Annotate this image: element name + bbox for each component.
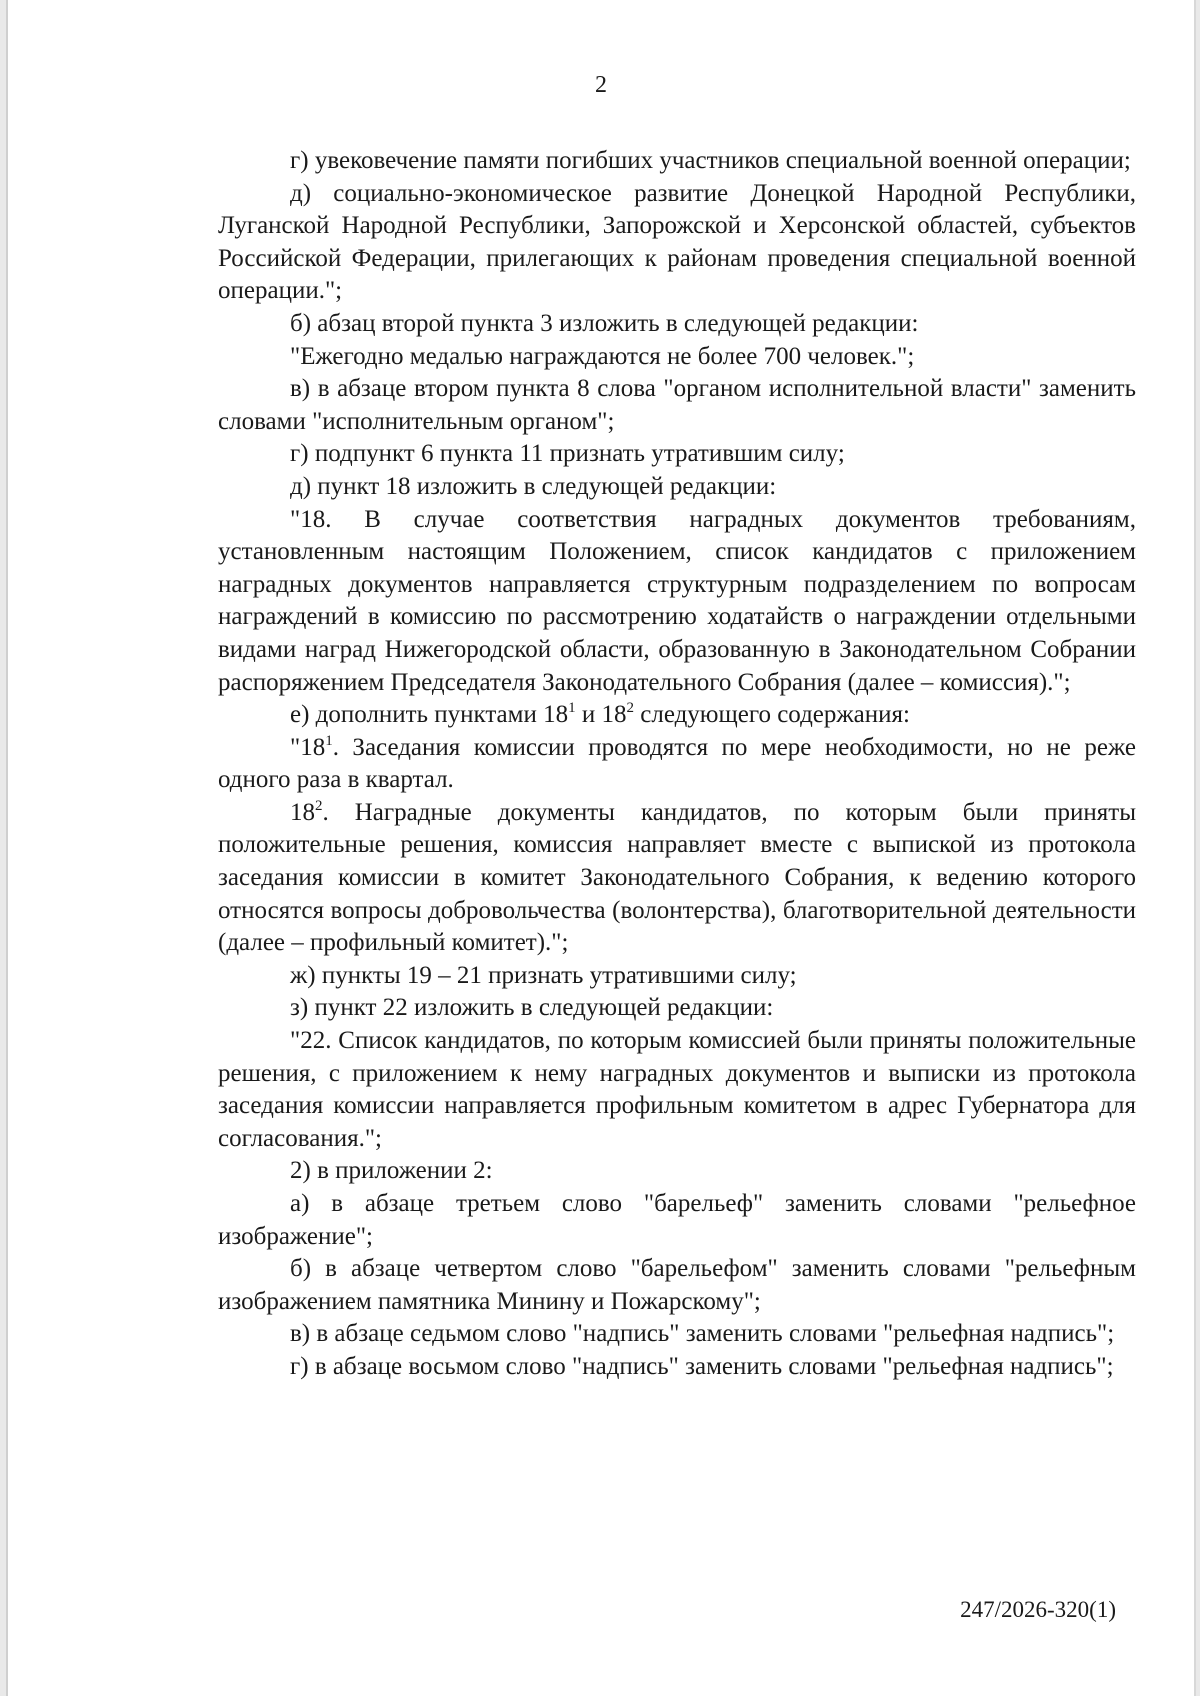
paragraph [218, 1351, 1136, 1384]
paragraph [218, 341, 1136, 374]
paragraph-text: и $18^2$ [575, 700, 634, 729]
paragraph-text: "18. В случае соответствия наградных документов требованиям, установленным настоящим Положением, список кандидатов с приложением наградных документов направляется структурным подразделением по вопросам награждений в комиссию по рассмотрению ходатайств о награждении отдельными видами наград Нижегородской области, образованную в Законодательном Собрании распоряжением Председателя Законодательного Собрания (далее – комиссия)."; [218, 505, 1136, 696]
paragraph [218, 1155, 1136, 1188]
paragraph [218, 960, 1136, 993]
document-page [6, 0, 1196, 1696]
superscript: 1 [568, 700, 576, 717]
superscript: 1 [325, 732, 333, 749]
paragraph [218, 504, 1136, 700]
paragraph [218, 1253, 1136, 1318]
paragraph-text: г) в абзаце восьмом слово "надпись" заменить словами "рельефная надпись"; [290, 1352, 1114, 1380]
paragraph-text: . Заседания комиссии проводятся по мере необходимости, но не реже одного раза в квартал. [218, 733, 1136, 794]
paragraph-text: з) пункт 22 изложить в следующей редакции: [290, 994, 774, 1022]
superscript: 2 [626, 700, 634, 717]
paragraph-text: е) дополнить пунктами $18^1$ [290, 700, 576, 729]
paragraph-text: г) подпункт 6 пункта 11 признать утратившим силу; [290, 440, 845, 468]
superscript: 2 [315, 797, 323, 814]
paragraph [218, 1025, 1136, 1155]
paragraph [218, 373, 1136, 438]
paragraph-text: г) увековечение памяти погибших участников специальной военной операции; [290, 147, 1131, 174]
paragraph [218, 1188, 1136, 1253]
paragraph [218, 732, 1136, 797]
document-body [218, 145, 1136, 1384]
paragraph-text: б) в абзаце четвертом слово "барельефом" заменить словами "рельефным изображением памятника Минину и Пожарскому"; [218, 1255, 1136, 1315]
paragraph [218, 178, 1136, 308]
paragraph-text: а) в абзаце третьем слово "барельеф" заменить словами "рельефное изображение"; [218, 1190, 1136, 1250]
paragraph-text: ж) пункты 19 – 21 признать утратившими силу; [290, 961, 797, 989]
paragraph [218, 992, 1136, 1025]
paragraph-text: следующего содержания: [634, 701, 910, 729]
paragraph-text: . Наградные документы кандидатов, по которым были приняты положительные решения, комиссия направляет вместе с выпиской из протокола заседания комиссии в комитет Законодательного Собрания, к ведению которого относятся вопросы добровольчества (волонтерства), благотворительной деятельности (далее – профильный комитет)."; [218, 798, 1136, 957]
paragraph-text: "Ежегодно медалью награждаются не более 700 человек."; [290, 342, 915, 370]
paragraph [218, 438, 1136, 471]
paragraph-text: в) в абзаце втором пункта 8 слова "органом исполнительной власти" заменить словами "исполнительным органом"; [218, 375, 1136, 435]
paragraph [218, 1318, 1136, 1351]
document-number: 247/2026-320(1) [960, 1597, 1116, 1622]
paragraph-text: в) в абзаце седьмом слово "надпись" заменить словами "рельефная надпись"; [290, 1320, 1115, 1348]
paragraph-text: "22. Список кандидатов, по которым комиссией были приняты положительные решения, с приложением к нему наградных документов и выписки из протокола заседания комиссии направляется профильным комитетом в адрес Губернатора для согласования."; [218, 1027, 1136, 1152]
paragraph [218, 308, 1136, 341]
paragraph [218, 797, 1136, 960]
paragraph-text: $18^2$ [290, 797, 323, 826]
paragraph [218, 145, 1136, 178]
paragraph [218, 699, 1136, 732]
paragraph [218, 471, 1136, 504]
page-number: 2 [595, 72, 607, 98]
paragraph-text: 2) в приложении 2: [290, 1157, 493, 1185]
paragraph-text: д) пункт 18 изложить в следующей редакции: [290, 472, 777, 500]
paragraph-text: "$18^1$ [290, 732, 333, 761]
paragraph-text: д) социально-экономическое развитие Донецкой Народной Республики, Луганской Народной Республики, Запорожской и Херсонской областей, субъектов Российской Федерации, прилегающих к районам проведения специальной военной операции."; [218, 179, 1136, 305]
paragraph-text: б) абзац второй пункта 3 изложить в следующей редакции: [290, 309, 919, 337]
